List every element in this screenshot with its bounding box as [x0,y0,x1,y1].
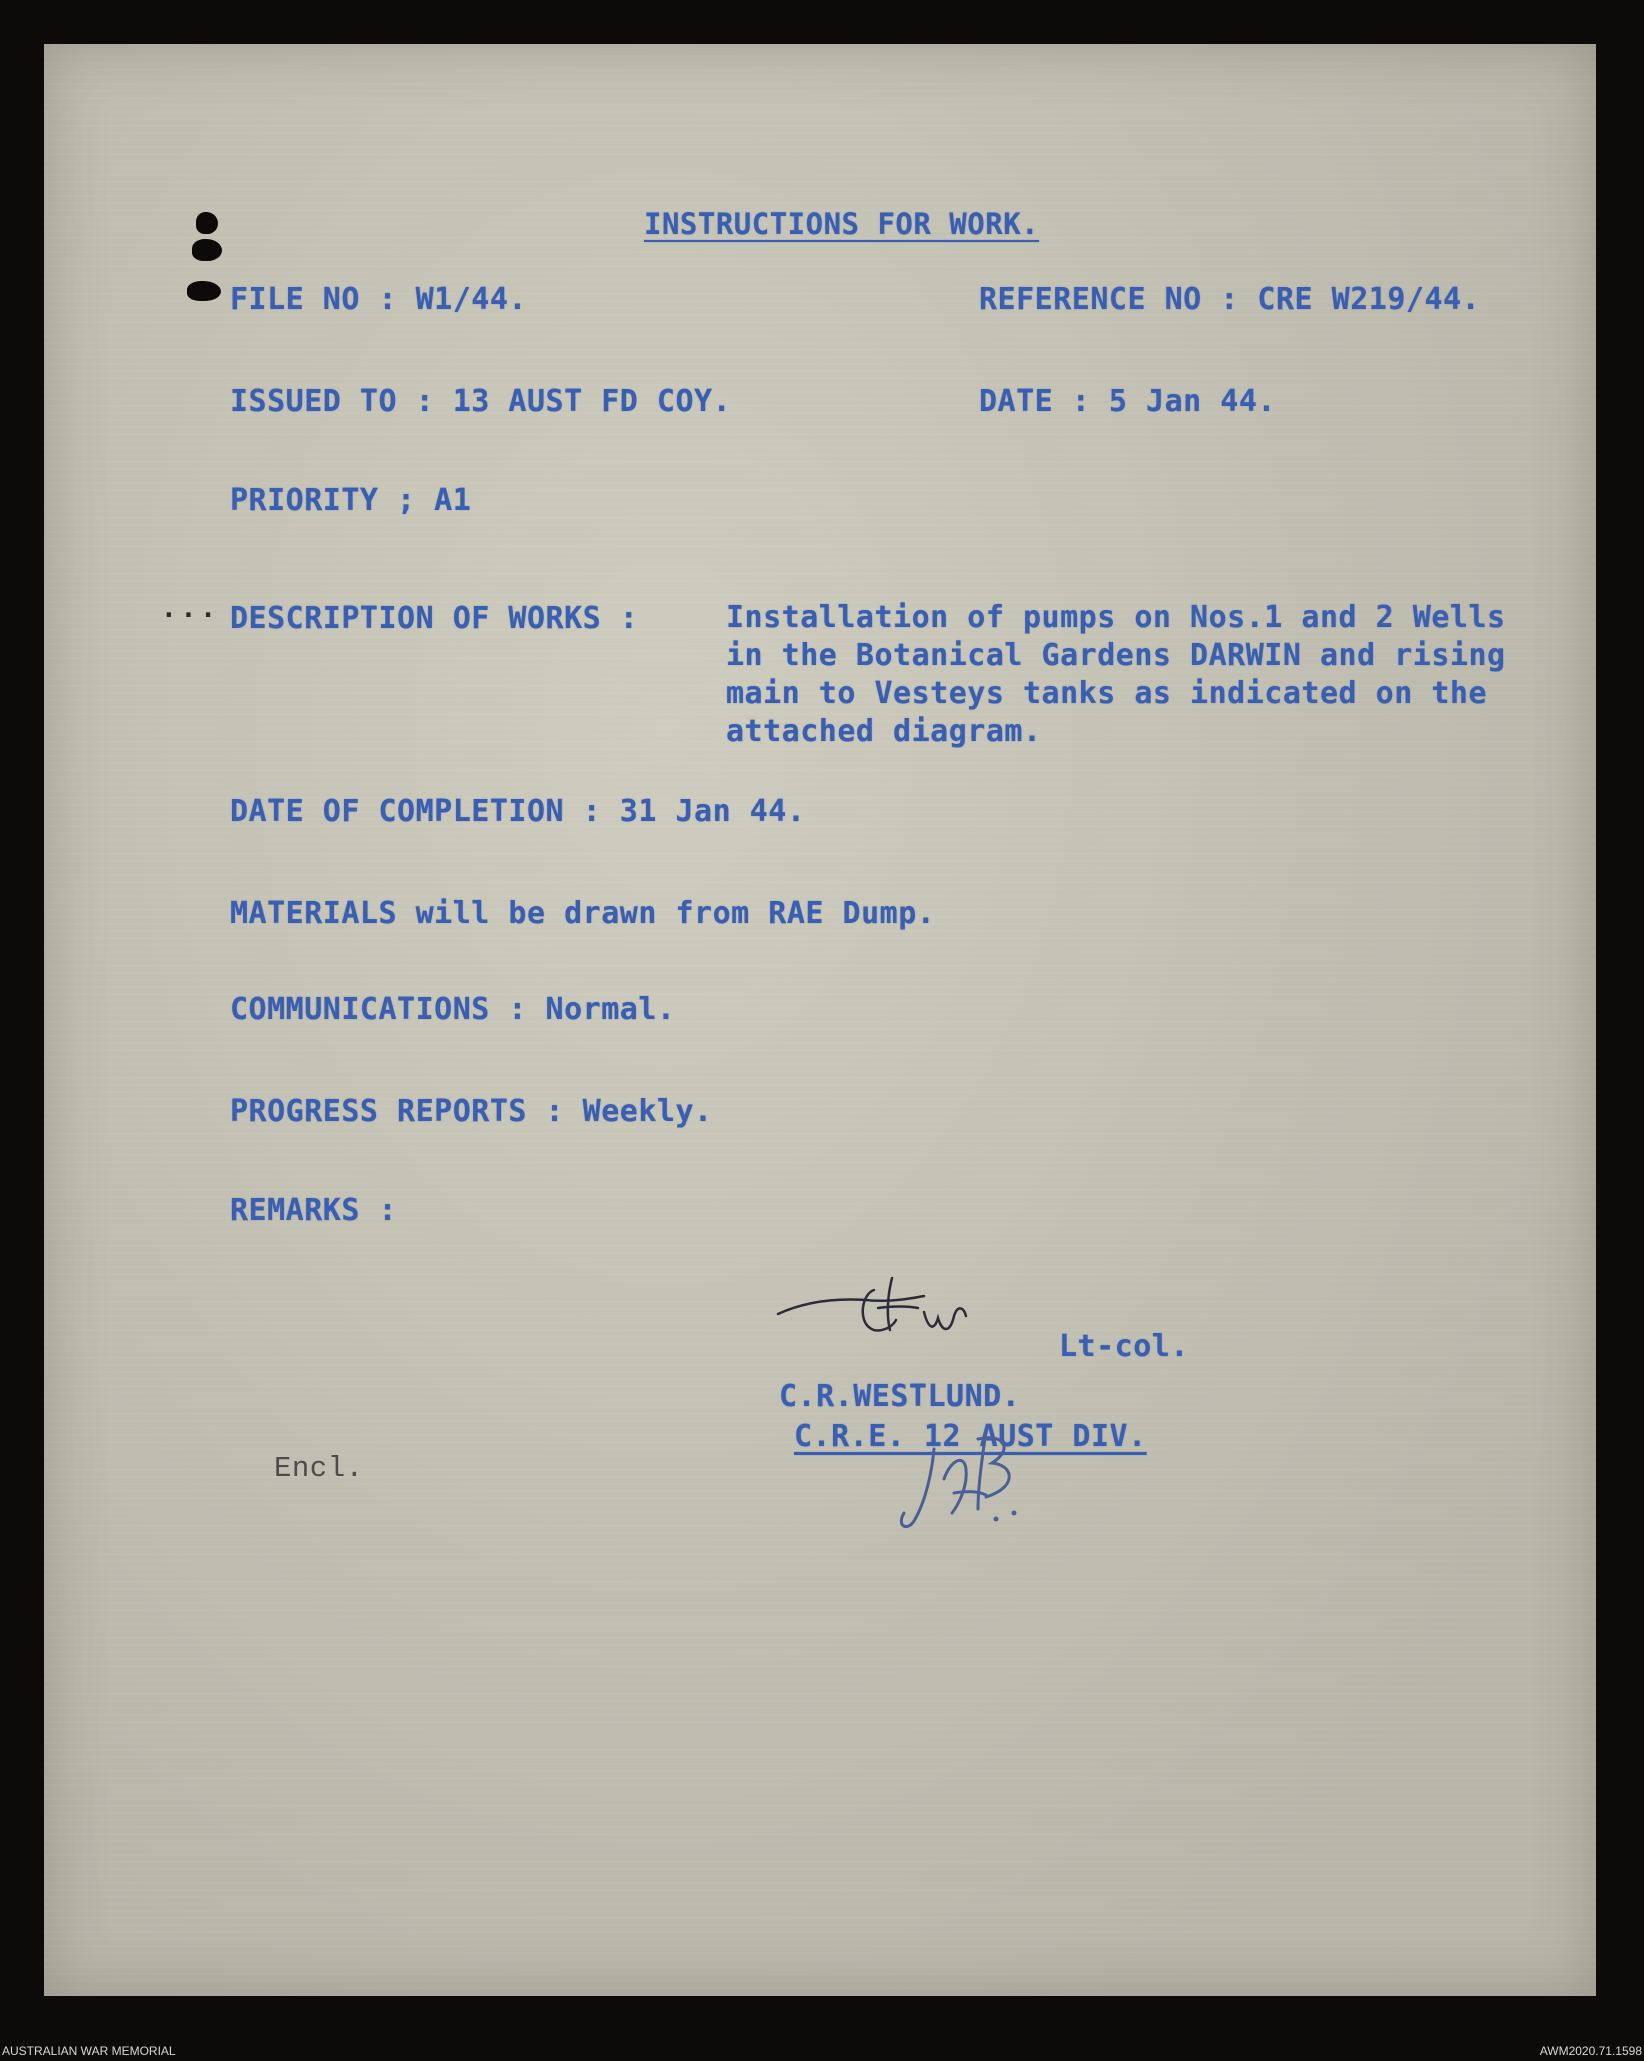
footer-institution: AUSTRALIAN WAR MEMORIAL [2,2044,176,2058]
enclosure-note: Encl. [274,1452,364,1485]
document-page [44,44,1596,1996]
description-line: attached diagram. [726,714,1042,749]
document-title: INSTRUCTIONS FOR WORK. [644,207,1040,241]
description-line: in the Botanical Gardens DARWIN and rising [726,638,1506,673]
materials: MATERIALS will be drawn from RAE Dump. [230,896,936,931]
progress-reports: PROGRESS REPORTS : Weekly. [230,1094,713,1129]
reference-number: REFERENCE NO : CRE W219/44. [979,282,1481,317]
completion-date: DATE OF COMPLETION : 31 Jan 44. [230,794,806,829]
issued-to: ISSUED TO : 13 AUST FD COY. [230,384,732,419]
signature [774,1254,1034,1364]
signatory-rank: Lt-col. [1059,1329,1189,1364]
file-number: FILE NO : W1/44. [230,282,527,317]
communications: COMMUNICATIONS : Normal. [230,992,676,1027]
footer-catalogue-id: AWM2020.71.1598 [1539,2044,1642,2058]
description-text [726,599,1506,751]
remarks: REMARKS : [230,1193,398,1228]
punch-hole [187,281,221,301]
description-line: main to Vesteys tanks as indicated on the [726,676,1488,711]
issue-date: DATE : 5 Jan 44. [979,384,1276,419]
initials [874,1409,1044,1539]
punch-hole [196,212,218,234]
priority: PRIORITY ; A1 [230,483,472,518]
description-line: Installation of pumps on Nos.1 and 2 Wells [726,600,1506,635]
signatory-name: C.R.WESTLUND. [779,1379,1021,1414]
punch-hole [192,239,222,261]
signatory-unit: C.R.E. 12 AUST DIV. [794,1419,1147,1454]
margin-dots: ... [161,594,220,624]
description-label: DESCRIPTION OF WORKS : [230,601,639,636]
